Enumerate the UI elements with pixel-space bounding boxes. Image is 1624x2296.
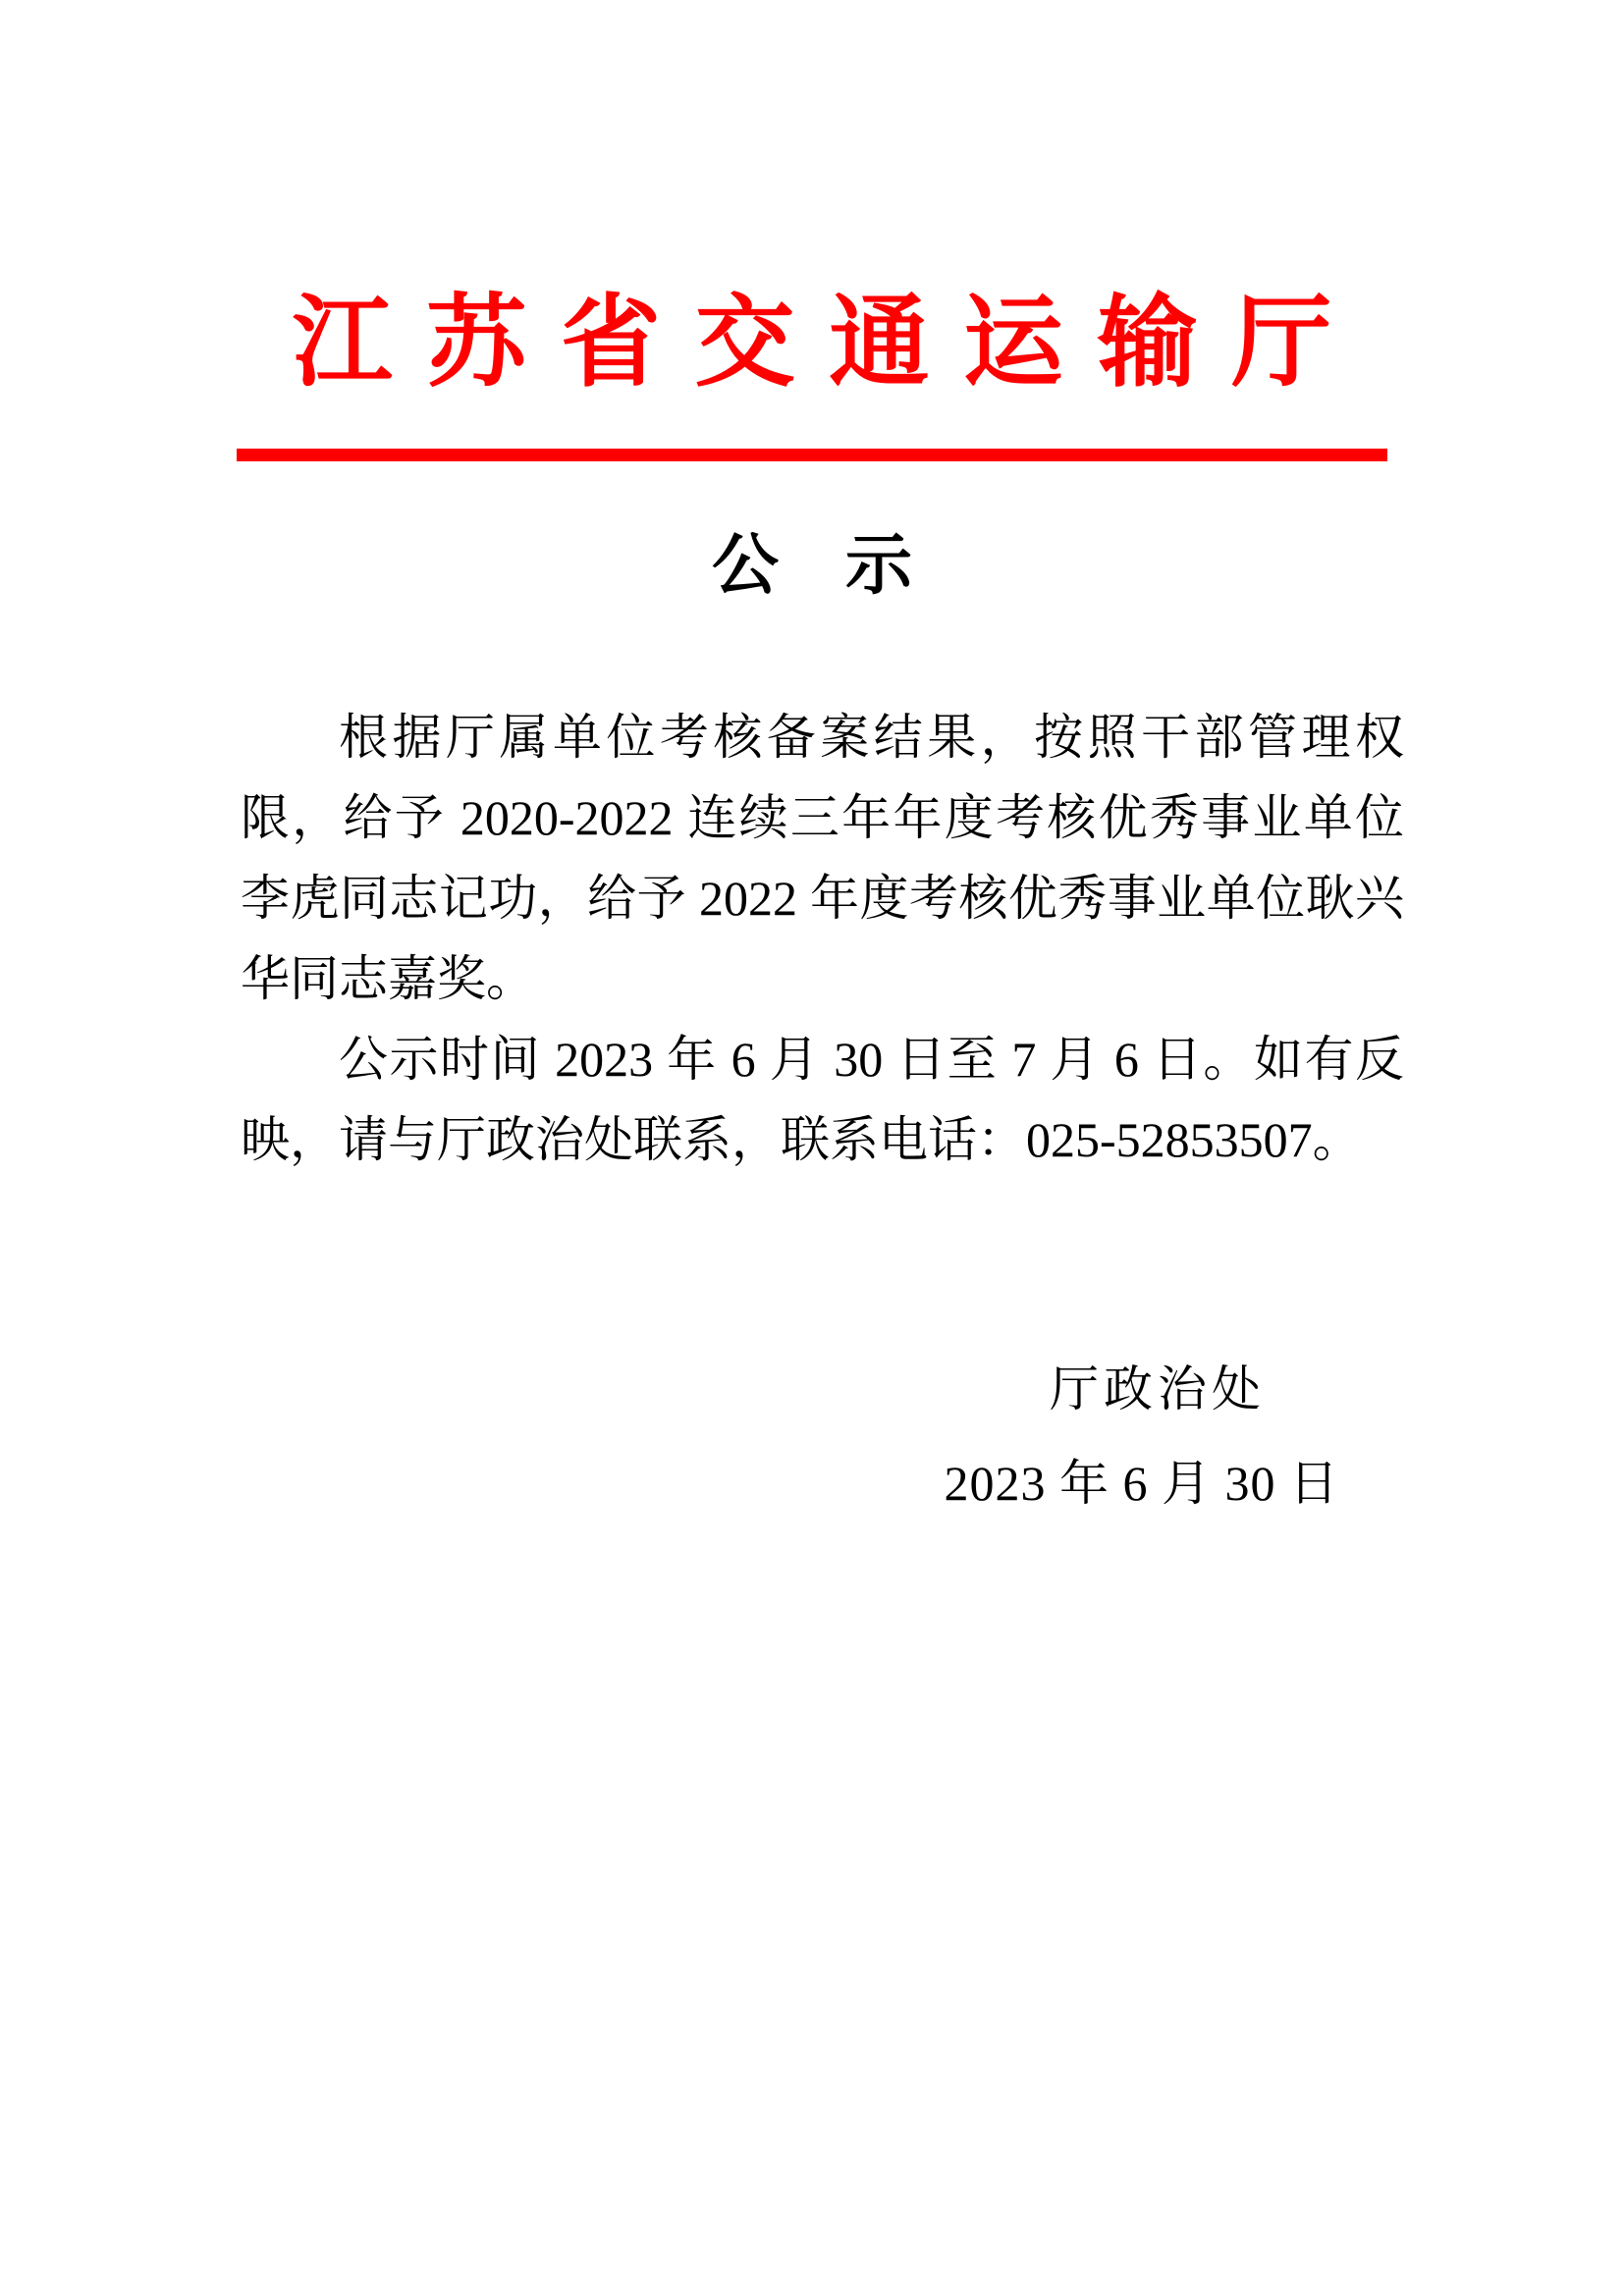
letterhead [0, 0, 1624, 400]
signature-date: 2023 年 6 月 30 日 [944, 1456, 1339, 1511]
notice-title: 公 示 [711, 528, 912, 603]
signature-department: 厅政治处 [1050, 1362, 1266, 1416]
notice-body [241, 697, 1404, 1180]
paragraph-award: 根据厅属单位考核备案结果，按照干部管理权限，给予 2020-2022 连续三年年度考核优秀事业单位李虎同志记功，给予 2022 年度考核优秀事业单位耿兴华同志嘉奖。 [241, 710, 1404, 1006]
agency-name: 江苏省交通运输厅 [292, 289, 1367, 400]
signature-block [0, 1342, 1624, 1530]
red-divider-line [237, 449, 1387, 461]
paragraph-contact: 公示时间 2023 年 6 月 30 日至 7 月 6 日。如有反映，请与厅政治处联系，联系电话：025-52853507。 [241, 1032, 1404, 1167]
